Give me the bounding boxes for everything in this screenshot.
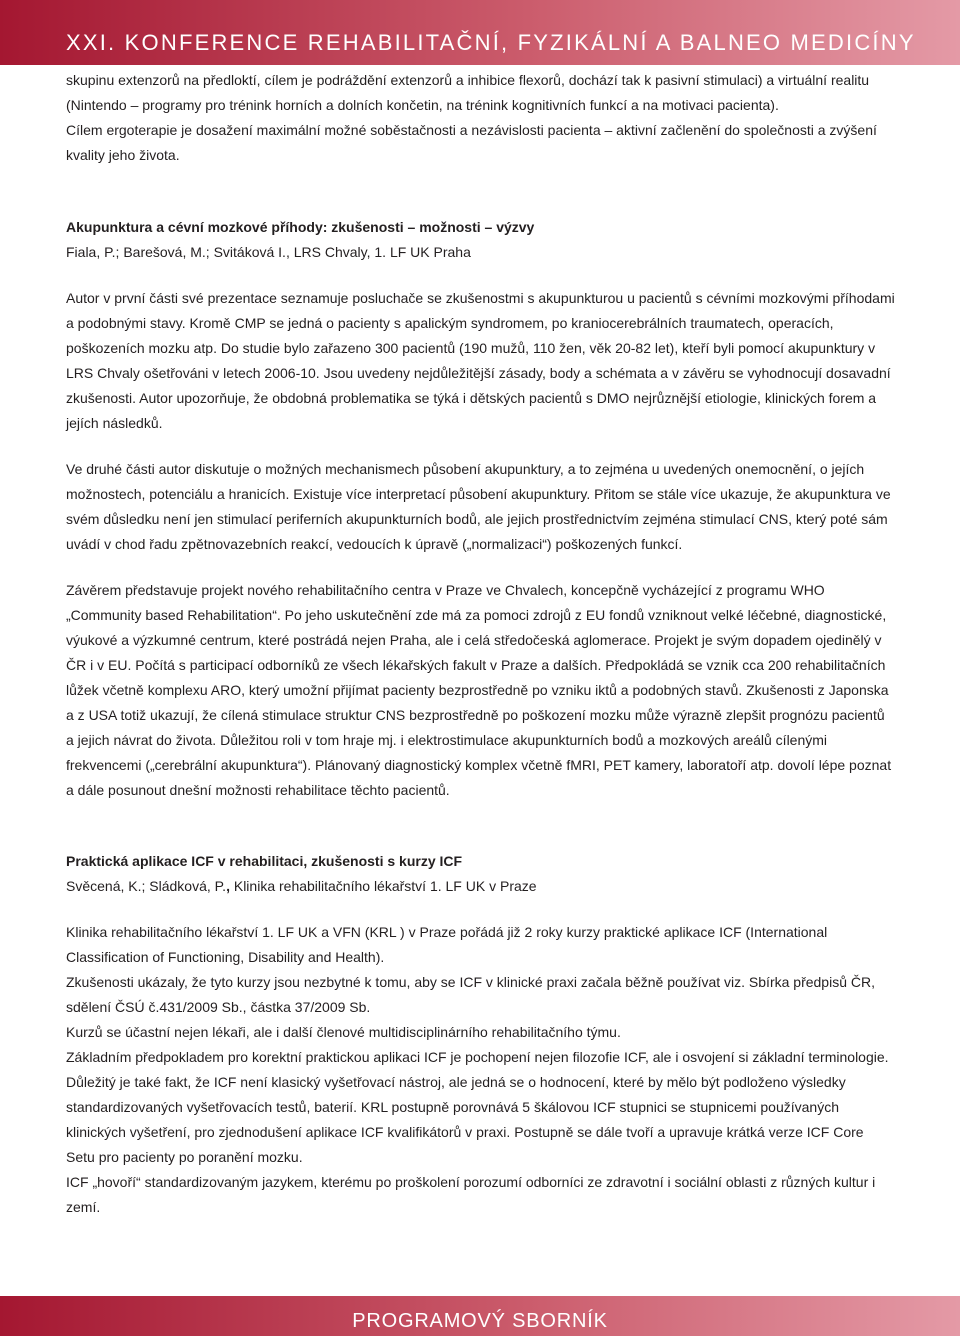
author-separator: , <box>226 878 230 894</box>
footer-banner <box>0 1296 960 1336</box>
article-paragraph: Závěrem představuje projekt nového rehabilitačního centra v Praze ve Chvalech, koncepčně vycházející z programu WHO „Community based Rehabilitation“. Po jeho uskutečnění zde má za pomoci zdrojů z EU fondů vzniknout velké léčebné, diagnostické, výukové a výzkumné centrum, které postrádá nejen Praha, ale i celá středočeská aglomerace. Projekt je svým dopadem ojedinělý v ČR i v EU. Počítá s participací odborníků ze všech lékařských fakult v Praze a dalších. Předpokládá se vznik cca 200 rehabilitačních lůžek včetně komplexu ARO, který umožní přijímat pacienty bezprostředně po vzniku iktů a podobných stavů. Zkušenosti z Japonska a z USA totiž ukazují, že cílená stimulace struktur CNS bezprostředně po poškození mozku může výrazně zlepšit prognózu pacientů a jejich návrat do života. Důležitou roli v tom hraje mj. i elektrostimulace akupunkturních bodů a mozkových areálů cílenými frekvencemi („cerebrální akupunktura“). Plánovaný diagnostický komplex včetně fMRI, PET kamery, laboratoří atp. dovolí lépe poznat a dále posunout dnešní možnosti rehabilitace těchto pacientů. <box>66 582 892 798</box>
article-paragraph: Autor v první části své prezentace seznamuje posluchače se zkušenostmi s akupunkturou u pacientů s cévními mozkovými příhodami a podobnými stavy. Kromě CMP se jedná o pacienty s apalickým syndromem, po kraniocerebrálních traumatech, operacích, poškozeních mozku atp. Do studie bylo zařazeno 300 pacientů (190 mužů, 110 žen, věk 20-82 let), kteří byli pomocí akupunktury v LRS Chvaly ošetřováni v letech 2006-10. Jsou uvedeny nejdůležitější zásady, body a schémata a v závěru se vyhodnocují dosavadní zkušenosti. Autor upozorňuje, že obdobná problematika se týká i dětských pacientů s DMO nejrůznější etiologie, klinických forem a jejích následků. <box>66 290 895 431</box>
article-paragraph: Základním předpokladem pro korektní praktickou aplikaci ICF je pochopení nejen filozofie ICF, ale i osvojení si základní terminologie. Důležitý je také fakt, že ICF není klasický vyšetřovací nástroj, ale jedná se o hodnocení, které by mělo být podloženo výsledky standardizovaných vyšetřovacích testů, baterií. KRL postupně porovnává 5 škálovou ICF stupnici se stupnicemi používaných klinických vyšetření, pro zjednodušení aplikace ICF kvalifikátorů v praxi. Postupně se dále tvoří a upravuje krátká verze ICF Core Setu pro pacienty po poranění mozku. <box>66 1049 889 1165</box>
article-paragraph: Ve druhé části autor diskutuje o možných mechanismech působení akupunktury, a to zejména u uvedených onemocnění, o jejích možnostech, potenciálu a hranicích. Existuje více interpretací působení akupunktury. Přitom se stále více ukazuje, že akupunktura ve svém důsledku není jen stimulací periferních akupunkturních bodů, ale jejich prostřednictvím zejména stimulací CNS, který poté sám uvádí v chod řadu zpětnovazebních reakcí, vedoucích k úpravě („normalizaci“) poškozených funkcí. <box>66 461 891 552</box>
header-banner <box>0 0 960 65</box>
footer-label: PROGRAMOVÝ SBORNÍK <box>352 1310 608 1332</box>
document-body <box>66 68 896 1220</box>
article-authors: Fiala, P.; Barešová, M.; Svitáková I., LRS Chvaly, 1. LF UK Praha <box>66 244 471 260</box>
article-title: Akupunktura a cévní mozkové příhody: zkušenosti – možnosti – výzvy <box>66 219 535 235</box>
intro-paragraph: skupinu extenzorů na předloktí, cílem je podráždění extenzorů a inhibice flexorů, dochází tak k pasivní stimulaci) a virtuální realitu (Nintendo – programy pro trénink horních a dolních končetin, na trénink kognitivních funkcí a na motivaci pacienta). <box>66 72 870 113</box>
article-title: Praktická aplikace ICF v rehabilitaci, zkušenosti s kurzy ICF <box>66 853 463 869</box>
article-paragraph: Zkušenosti ukázaly, že tyto kurzy jsou nezbytné k tomu, aby se ICF v klinické praxi začala běžně používat viz. Sbírka předpisů ČR, sdělení ČSÚ č.431/2009 Sb., částka 37/2009 Sb. <box>66 974 875 1015</box>
author-affiliation: Klinika rehabilitačního lékařství 1. LF UK v Praze <box>229 878 537 894</box>
article-paragraph: ICF „hovoří“ standardizovaným jazykem, kterému po proškolení porozumí odborníci ze zdravotní i sociální oblasti z různých kultur i zemí. <box>66 1174 876 1215</box>
author-names: Svěcená, K.; Sládková, P. <box>66 878 227 894</box>
conference-title: XXI. KONFERENCE REHABILITAČNÍ, FYZIKÁLNÍ A BALNEO MEDICÍNY <box>66 30 916 55</box>
article-paragraph: Klinika rehabilitačního lékařství 1. LF UK a VFN (KRL ) v Praze pořádá již 2 roky kurzy praktické aplikace ICF (International Classification of Functioning, Disability and Health). <box>66 924 828 965</box>
article-paragraph: Kurzů se účastní nejen lékaři, ale i další členové multidisciplinárního rehabilitačního týmu. <box>66 1024 621 1040</box>
article-authors <box>66 874 896 899</box>
intro-paragraph: Cílem ergoterapie je dosažení maximální možné soběstačnosti a nezávislosti pacienta – aktivní začlenění do společnosti a zvýšení kvality jeho života. <box>66 122 877 163</box>
